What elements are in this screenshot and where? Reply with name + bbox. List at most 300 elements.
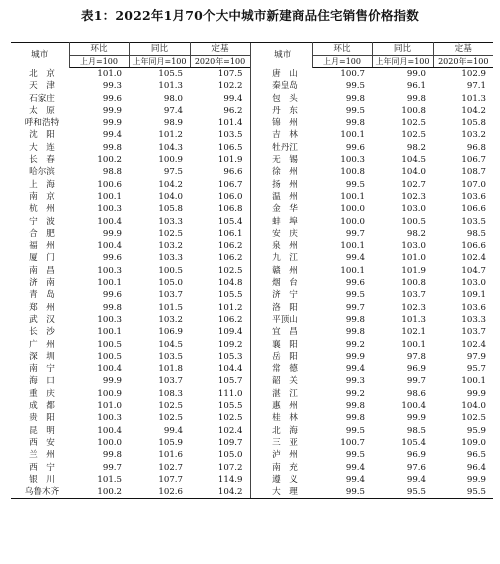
index-fixed-left: 104.8	[217, 278, 243, 289]
index-fixed-left: 111.0	[217, 388, 243, 399]
index-fixed-right: 102.4	[461, 253, 486, 264]
city-name-left: 广 州	[29, 339, 55, 350]
index-fixed-left: 106.1	[217, 228, 243, 239]
index-mom-right: 99.4	[345, 462, 365, 473]
index-mom-right: 99.5	[345, 425, 365, 436]
index-fixed-right: 100.1	[461, 376, 486, 387]
city-name-left: 北 京	[29, 68, 55, 79]
index-yoy-left: 104.2	[158, 179, 183, 190]
index-fixed-left: 102.4	[217, 425, 243, 436]
city-name-left: 天 津	[29, 81, 55, 92]
index-fixed-right: 108.7	[461, 167, 486, 178]
index-fixed-left: 105.5	[217, 290, 243, 301]
city-name-left: 哈尔滨	[29, 167, 55, 178]
index-mom-right: 99.8	[345, 314, 365, 325]
table-row	[11, 363, 493, 375]
index-yoy-right: 99.4	[406, 474, 426, 485]
index-yoy-left: 98.0	[163, 93, 183, 104]
index-mom-left: 99.4	[102, 130, 122, 141]
index-yoy-left: 103.7	[158, 290, 183, 301]
city-name-left: 郑 州	[29, 302, 55, 313]
index-yoy-right: 102.3	[401, 302, 426, 313]
index-mom-right: 99.4	[345, 253, 365, 264]
index-mom-right: 99.5	[345, 179, 365, 190]
index-mom-left: 101.0	[97, 69, 122, 79]
city-name-right: 扬 州	[272, 179, 298, 190]
city-name-right: 北 海	[272, 425, 298, 436]
table-row	[11, 277, 493, 289]
index-mom-left: 100.4	[97, 216, 122, 227]
index-mom-left: 98.8	[102, 167, 122, 178]
index-fixed-right: 102.9	[461, 69, 486, 79]
index-yoy-right: 103.0	[401, 204, 426, 215]
index-mom-right: 99.7	[345, 302, 365, 313]
city-name-left: 南 昌	[29, 265, 55, 276]
index-yoy-left: 102.5	[158, 228, 183, 239]
index-fixed-right: 102.4	[461, 339, 486, 350]
city-name-left: 石家庄	[29, 93, 55, 104]
index-yoy-left: 105.9	[158, 437, 183, 448]
index-fixed-left: 105.3	[217, 351, 243, 362]
city-name-left: 呼和浩特	[24, 118, 60, 129]
index-yoy-right: 102.5	[401, 130, 426, 141]
index-yoy-right: 98.6	[406, 388, 426, 399]
city-name-right: 丹 东	[272, 105, 298, 116]
city-name-left: 南 宁	[29, 364, 55, 375]
index-mom-left: 99.3	[102, 81, 122, 92]
table-row	[11, 166, 493, 178]
index-mom-left: 99.6	[102, 253, 122, 264]
city-name-left: 上 海	[29, 179, 55, 190]
index-fixed-left: 101.4	[217, 118, 243, 129]
table-row	[11, 302, 493, 314]
city-name-right: 大 理	[254, 486, 312, 499]
city-name-left: 贵 阳	[29, 413, 55, 424]
table-row	[11, 339, 493, 351]
index-yoy-right: 102.3	[401, 191, 426, 202]
index-fixed-left: 106.0	[217, 191, 243, 202]
index-fixed-left: 102.5	[217, 413, 243, 424]
city-name-right: 韶 关	[272, 376, 298, 387]
index-mom-right: 100.1	[340, 130, 365, 141]
index-fixed-right: 101.3	[461, 93, 486, 104]
index-mom-right: 100.1	[340, 191, 365, 202]
city-name-left: 太 原	[29, 105, 55, 116]
index-mom-right: 100.7	[340, 437, 365, 448]
index-fixed-right: 95.5	[433, 486, 493, 499]
index-fixed-right: 109.1	[461, 290, 486, 301]
city-name-left: 海 口	[29, 376, 55, 387]
index-yoy-left: 97.5	[163, 167, 183, 178]
index-fixed-right: 95.9	[466, 425, 486, 436]
index-fixed-left: 101.9	[217, 155, 243, 166]
table-row	[11, 216, 493, 228]
index-yoy-left: 103.5	[158, 351, 183, 362]
index-yoy-left: 101.3	[158, 81, 183, 92]
header-fixed-sub-right: 2020年=100	[433, 56, 493, 68]
city-name-left: 银 川	[29, 474, 55, 485]
city-name-right: 南 充	[272, 462, 298, 473]
index-fixed-left: 114.9	[217, 474, 243, 485]
city-name-left: 武 汉	[29, 314, 55, 325]
index-mom-left: 101.5	[97, 474, 122, 485]
header-fixed-sub-left: 2020年=100	[190, 56, 250, 68]
index-yoy-right: 100.5	[401, 216, 426, 227]
index-yoy-left: 101.8	[158, 364, 183, 375]
table-row	[11, 105, 493, 117]
index-mom-left: 100.4	[97, 241, 122, 252]
index-fixed-right: 103.5	[461, 216, 486, 227]
city-name-left: 成 都	[29, 401, 55, 412]
index-mom-right: 100.1	[340, 265, 365, 276]
index-mom-right: 99.4	[345, 364, 365, 375]
table-row	[11, 129, 493, 141]
index-fixed-right: 103.7	[461, 327, 486, 338]
index-fixed-left: 106.8	[217, 204, 243, 215]
index-mom-right: 99.2	[345, 388, 365, 399]
index-mom-left: 100.4	[97, 364, 122, 375]
index-yoy-left: 102.5	[158, 401, 183, 412]
index-yoy-right: 96.9	[406, 364, 426, 375]
index-fixed-left: 105.4	[217, 216, 243, 227]
city-name-right: 九 江	[272, 253, 298, 264]
index-mom-left: 99.8	[102, 450, 122, 461]
city-name-right: 岳 阳	[272, 351, 298, 362]
index-fixed-left: 105.5	[217, 401, 243, 412]
city-name-right: 泸 州	[272, 450, 298, 461]
index-yoy-right: 103.0	[401, 241, 426, 252]
index-mom-right: 99.4	[345, 474, 365, 485]
index-fixed-left: 102.5	[217, 265, 243, 276]
header-mom-right: 环比	[312, 43, 372, 56]
index-mom-right: 99.6	[345, 278, 365, 289]
city-name-right: 烟 台	[272, 278, 298, 289]
table-row	[11, 179, 493, 191]
city-name-right: 桂 林	[272, 413, 298, 424]
header-fixed-right: 定基	[433, 43, 493, 56]
index-fixed-right: 109.0	[461, 437, 486, 448]
header-fixed-left: 定基	[190, 43, 250, 56]
table-row	[11, 375, 493, 387]
header-mom-sub-left: 上月=100	[69, 56, 129, 68]
index-mom-left: 99.9	[102, 118, 122, 129]
index-mom-left: 100.3	[97, 314, 122, 325]
index-fixed-right: 95.7	[466, 364, 486, 375]
header-mom-left: 环比	[69, 43, 129, 56]
index-fixed-right: 96.4	[466, 462, 486, 473]
index-mom-left: 100.1	[97, 191, 122, 202]
index-yoy-left: 107.7	[158, 474, 183, 485]
index-yoy-right: 102.5	[401, 118, 426, 129]
index-mom-left: 99.6	[102, 93, 122, 104]
index-yoy-left: 101.5	[158, 302, 183, 313]
city-name-left: 南 京	[29, 191, 55, 202]
city-name-left: 厦 门	[29, 253, 55, 264]
index-mom-left: 100.9	[97, 388, 122, 399]
city-name-right: 蚌 埠	[272, 216, 298, 227]
index-mom-right: 99.3	[345, 376, 365, 387]
index-yoy-right: 101.3	[401, 314, 426, 325]
index-fixed-left: 107.2	[217, 462, 243, 473]
index-fixed-right: 103.3	[461, 314, 486, 325]
index-yoy-left: 108.3	[158, 388, 183, 399]
table-row	[11, 437, 493, 449]
city-name-right: 常 德	[272, 364, 298, 375]
index-mom-left: 99.9	[102, 105, 122, 116]
city-name-right: 三 亚	[272, 437, 298, 448]
index-mom-right: 99.9	[345, 351, 365, 362]
index-fixed-left: 103.5	[217, 130, 243, 141]
index-yoy-right: 98.2	[406, 228, 426, 239]
city-name-right: 平顶山	[272, 314, 298, 325]
index-mom-left: 100.5	[97, 351, 122, 362]
index-yoy-right: 101.9	[401, 265, 426, 276]
table-row	[11, 289, 493, 301]
index-fixed-right: 106.7	[461, 155, 486, 166]
index-mom-right: 99.5	[345, 105, 365, 116]
index-mom-left: 100.4	[97, 425, 122, 436]
index-fixed-left: 109.2	[217, 339, 243, 350]
index-yoy-right: 98.5	[406, 425, 426, 436]
index-fixed-left: 105.7	[217, 376, 243, 387]
index-yoy-right: 99.0	[406, 69, 426, 79]
index-mom-left: 100.3	[97, 413, 122, 424]
header-city-left: 城市	[11, 43, 69, 68]
table-row	[11, 117, 493, 129]
index-mom-left: 100.1	[97, 327, 122, 338]
index-yoy-right: 104.5	[401, 155, 426, 166]
city-name-left: 福 州	[29, 241, 55, 252]
table-row	[11, 154, 493, 166]
city-name-right: 锦 州	[272, 118, 298, 129]
table-row	[11, 474, 493, 486]
table-row	[11, 351, 493, 363]
table-row	[11, 449, 493, 461]
index-yoy-left: 102.6	[129, 486, 190, 499]
table-row	[11, 388, 493, 400]
index-yoy-left: 101.6	[158, 450, 183, 461]
index-fixed-left: 107.5	[217, 69, 243, 79]
index-mom-left: 99.9	[102, 228, 122, 239]
table-body	[11, 68, 493, 499]
index-mom-right: 100.7	[340, 69, 365, 79]
index-mom-left: 100.0	[97, 437, 122, 448]
index-mom-right: 100.0	[340, 204, 365, 215]
index-fixed-left: 109.7	[217, 437, 243, 448]
index-fixed-left: 106.7	[217, 179, 243, 190]
city-name-left: 西 安	[29, 437, 55, 448]
index-mom-right: 99.6	[345, 142, 365, 153]
index-mom-right: 100.1	[340, 241, 365, 252]
index-mom-left: 99.9	[102, 376, 122, 387]
city-name-right: 安 庆	[272, 228, 298, 239]
index-yoy-right: 97.8	[406, 351, 426, 362]
index-yoy-right: 99.9	[406, 413, 426, 424]
index-mom-left: 100.6	[97, 179, 122, 190]
index-mom-left: 99.8	[102, 302, 122, 313]
index-mom-right: 99.5	[345, 450, 365, 461]
index-yoy-left: 98.9	[163, 118, 183, 129]
index-fixed-right: 97.1	[466, 81, 486, 92]
index-yoy-right: 102.1	[401, 327, 426, 338]
table-row	[11, 400, 493, 412]
index-fixed-right: 103.6	[461, 191, 486, 202]
index-yoy-left: 103.7	[158, 376, 183, 387]
city-name-right: 济 宁	[272, 290, 298, 301]
city-name-left: 合 肥	[29, 228, 55, 239]
city-name-right: 赣 州	[272, 265, 298, 276]
header-city-right: 城市	[254, 43, 312, 68]
index-yoy-right: 98.2	[406, 142, 426, 153]
index-yoy-right: 99.7	[406, 376, 426, 387]
index-yoy-right: 100.4	[401, 401, 426, 412]
table-row	[11, 486, 493, 499]
index-fixed-left: 106.2	[217, 253, 243, 264]
index-fixed-left: 99.4	[223, 93, 243, 104]
city-name-right: 无 锡	[272, 155, 298, 166]
index-yoy-right: 97.6	[406, 462, 426, 473]
index-yoy-left: 104.5	[158, 339, 183, 350]
table-row	[11, 142, 493, 154]
city-name-right: 牡丹江	[272, 142, 298, 153]
table-row	[11, 462, 493, 474]
index-yoy-right: 105.4	[401, 437, 426, 448]
table-row	[11, 240, 493, 252]
index-fixed-right: 96.5	[466, 450, 486, 461]
index-yoy-left: 104.3	[158, 142, 183, 153]
index-yoy-left: 106.9	[158, 327, 183, 338]
index-yoy-left: 102.7	[158, 462, 183, 473]
index-yoy-left: 100.9	[158, 155, 183, 166]
index-yoy-right: 96.1	[406, 81, 426, 92]
index-fixed-right: 105.8	[461, 118, 486, 129]
city-name-right: 秦皇岛	[272, 81, 298, 92]
index-fixed-right: 103.0	[461, 278, 486, 289]
index-yoy-left: 102.5	[158, 413, 183, 424]
index-fixed-right: 106.6	[461, 204, 486, 215]
index-yoy-left: 104.0	[158, 191, 183, 202]
city-name-left: 济 南	[29, 278, 55, 289]
index-mom-right: 99.2	[345, 339, 365, 350]
table-row	[11, 326, 493, 338]
city-name-right: 宜 昌	[272, 327, 298, 338]
city-name-right: 包 头	[272, 93, 298, 104]
city-name-left: 长 沙	[29, 327, 55, 338]
city-name-right: 遵 义	[272, 474, 298, 485]
table-row	[11, 252, 493, 264]
index-yoy-right: 100.1	[401, 339, 426, 350]
index-mom-right: 99.5	[345, 290, 365, 301]
table-row	[11, 265, 493, 277]
city-name-right: 唐 山	[272, 68, 298, 79]
table-title: 表1：2022年1月70个大中城市新建商品住宅销售价格指数	[81, 8, 419, 23]
table-row	[11, 228, 493, 240]
city-name-right: 襄 阳	[272, 339, 298, 350]
header-yoy-right: 同比	[372, 43, 433, 56]
index-mom-right: 99.8	[345, 413, 365, 424]
city-name-left: 宁 波	[29, 216, 55, 227]
index-mom-right: 100.0	[340, 216, 365, 227]
city-name-left: 昆 明	[29, 425, 55, 436]
index-mom-left: 99.6	[102, 290, 122, 301]
index-yoy-left: 101.2	[158, 130, 183, 141]
index-mom-right: 99.8	[345, 401, 365, 412]
index-mom-right: 100.3	[340, 155, 365, 166]
index-mom-right: 99.8	[345, 93, 365, 104]
index-mom-left: 100.5	[97, 339, 122, 350]
city-name-left: 大 连	[29, 142, 55, 153]
index-yoy-left: 99.4	[163, 425, 183, 436]
index-fixed-left: 104.4	[217, 364, 243, 375]
header-yoy-left: 同比	[129, 43, 190, 56]
index-fixed-right: 98.5	[466, 228, 486, 239]
index-fixed-right: 96.8	[466, 142, 486, 153]
index-yoy-left: 105.8	[158, 204, 183, 215]
index-fixed-right: 97.9	[466, 351, 486, 362]
city-name-left: 深 圳	[29, 351, 55, 362]
index-yoy-left: 103.3	[158, 253, 183, 264]
index-mom-left: 100.2	[97, 155, 122, 166]
index-mom-left: 100.3	[97, 265, 122, 276]
index-fixed-right: 104.0	[461, 401, 486, 412]
index-yoy-left: 103.2	[158, 314, 183, 325]
index-fixed-right: 103.2	[461, 130, 486, 141]
table-row	[11, 412, 493, 424]
index-yoy-left: 100.5	[158, 265, 183, 276]
index-fixed-right: 99.9	[466, 388, 486, 399]
city-name-left: 长 春	[29, 155, 55, 166]
index-fixed-left: 101.2	[217, 302, 243, 313]
city-name-left: 重 庆	[29, 388, 55, 399]
index-mom-right: 99.7	[345, 228, 365, 239]
index-fixed-right: 104.7	[461, 265, 486, 276]
index-yoy-right: 100.8	[401, 105, 426, 116]
index-mom-right: 99.5	[312, 486, 372, 499]
city-name-right: 温 州	[272, 191, 298, 202]
city-name-left: 兰 州	[29, 450, 55, 461]
index-fixed-right: 103.6	[461, 302, 486, 313]
city-name-right: 吉 林	[272, 130, 298, 141]
index-yoy-left: 103.3	[158, 216, 183, 227]
index-fixed-left: 106.2	[217, 314, 243, 325]
table-row	[11, 68, 493, 81]
table-row	[11, 191, 493, 203]
table-row	[11, 80, 493, 92]
city-name-left: 沈 阳	[29, 130, 55, 141]
table-row	[11, 425, 493, 437]
index-yoy-right: 102.7	[401, 179, 426, 190]
index-mom-left: 100.1	[97, 278, 122, 289]
index-fixed-right: 107.0	[461, 179, 486, 190]
index-yoy-left: 105.0	[158, 278, 183, 289]
index-mom-left: 99.7	[102, 462, 122, 473]
index-yoy-right: 104.0	[401, 167, 426, 178]
index-fixed-right: 99.9	[466, 474, 486, 485]
index-yoy-left: 97.4	[163, 105, 183, 116]
index-fixed-left: 106.2	[217, 241, 243, 252]
index-fixed-left: 102.2	[217, 81, 243, 92]
index-mom-left: 101.0	[97, 401, 122, 412]
index-mom-left: 100.2	[69, 486, 129, 499]
index-fixed-left: 105.0	[217, 450, 243, 461]
city-name-right: 惠 州	[272, 401, 298, 412]
index-mom-right: 99.5	[345, 81, 365, 92]
city-name-right: 金 华	[272, 204, 298, 215]
index-fixed-right: 104.2	[461, 105, 486, 116]
index-mom-left: 100.3	[97, 204, 122, 215]
table-row	[11, 203, 493, 215]
index-yoy-left: 105.5	[158, 69, 183, 79]
